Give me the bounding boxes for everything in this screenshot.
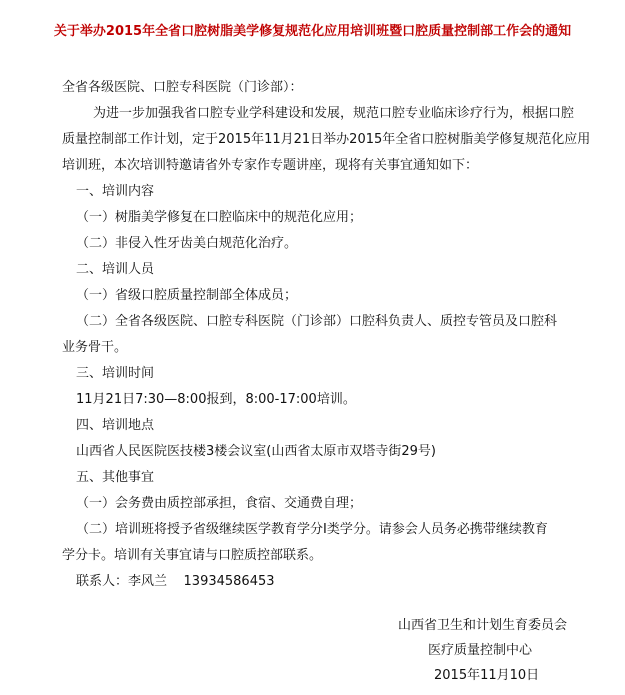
section-2-item-1: （一）省级口腔质量控制部全体成员； bbox=[76, 288, 298, 303]
section-1-heading: 一、培训内容 bbox=[76, 184, 155, 199]
section-4-text: 山西省人民医院医技楼3楼会议室(山西省太原市双塔寺街29号) bbox=[76, 444, 436, 459]
section-4-heading: 四、培训地点 bbox=[76, 418, 155, 433]
section-2-item-2-line-2: 业务骨干。 bbox=[62, 340, 128, 355]
section-3-heading: 三、培训时间 bbox=[76, 366, 155, 381]
section-1-item-1: （一）树脂美学修复在口腔临床中的规范化应用； bbox=[76, 210, 363, 225]
section-2-heading: 二、培训人员 bbox=[76, 262, 155, 277]
section-5-heading: 五、其他事宜 bbox=[76, 470, 155, 485]
notice-title: 关于举办2015年全省口腔树脂美学修复规范化应用培训班暨口腔质量控制部工作会的通知 bbox=[53, 24, 572, 39]
section-5-item-2-line-2: 学分卡。培训有关事宜请与口腔质控部联系。 bbox=[62, 548, 323, 563]
signature-org-1: 山西省卫生和计划生育委员会 bbox=[398, 618, 568, 633]
section-5-item-2-line-1: （二）培训班将授予省级继续医学教育学分Ⅰ类学分。请参会人员务必携带继续教育 bbox=[76, 522, 548, 537]
section-2-item-2-line-1: （二）全省各级医院、口腔专科医院（门诊部）口腔科负责人、质控专管员及口腔科 bbox=[76, 314, 558, 329]
intro-line-3: 培训班，本次培训特邀请省外专家作专题讲座，现将有关事宜通知如下： bbox=[62, 158, 479, 173]
signature-date: 2015年11月10日 bbox=[434, 668, 540, 683]
contact-line: 联系人：李风兰 13934586453 bbox=[76, 574, 275, 589]
section-1-item-2: （二）非侵入性牙齿美白规范化治疗。 bbox=[76, 236, 298, 251]
salutation: 全省各级医院、口腔专科医院（门诊部）： bbox=[62, 80, 303, 95]
section-3-text: 11月21日7:30—8:00报到，8:00-17:00培训。 bbox=[76, 392, 356, 407]
section-5-item-1: （一）会务费由质控部承担，食宿、交通费自理； bbox=[76, 496, 363, 511]
signature-org-2: 医疗质量控制中心 bbox=[428, 643, 533, 658]
intro-line-2: 质量控制部工作计划，定于2015年11月21日举办2015年全省口腔树脂美学修复规范化应用 bbox=[62, 132, 591, 147]
intro-line-1: 为进一步加强我省口腔专业学科建设和发展，规范口腔专业临床诊疗行为，根据口腔 bbox=[93, 106, 575, 121]
